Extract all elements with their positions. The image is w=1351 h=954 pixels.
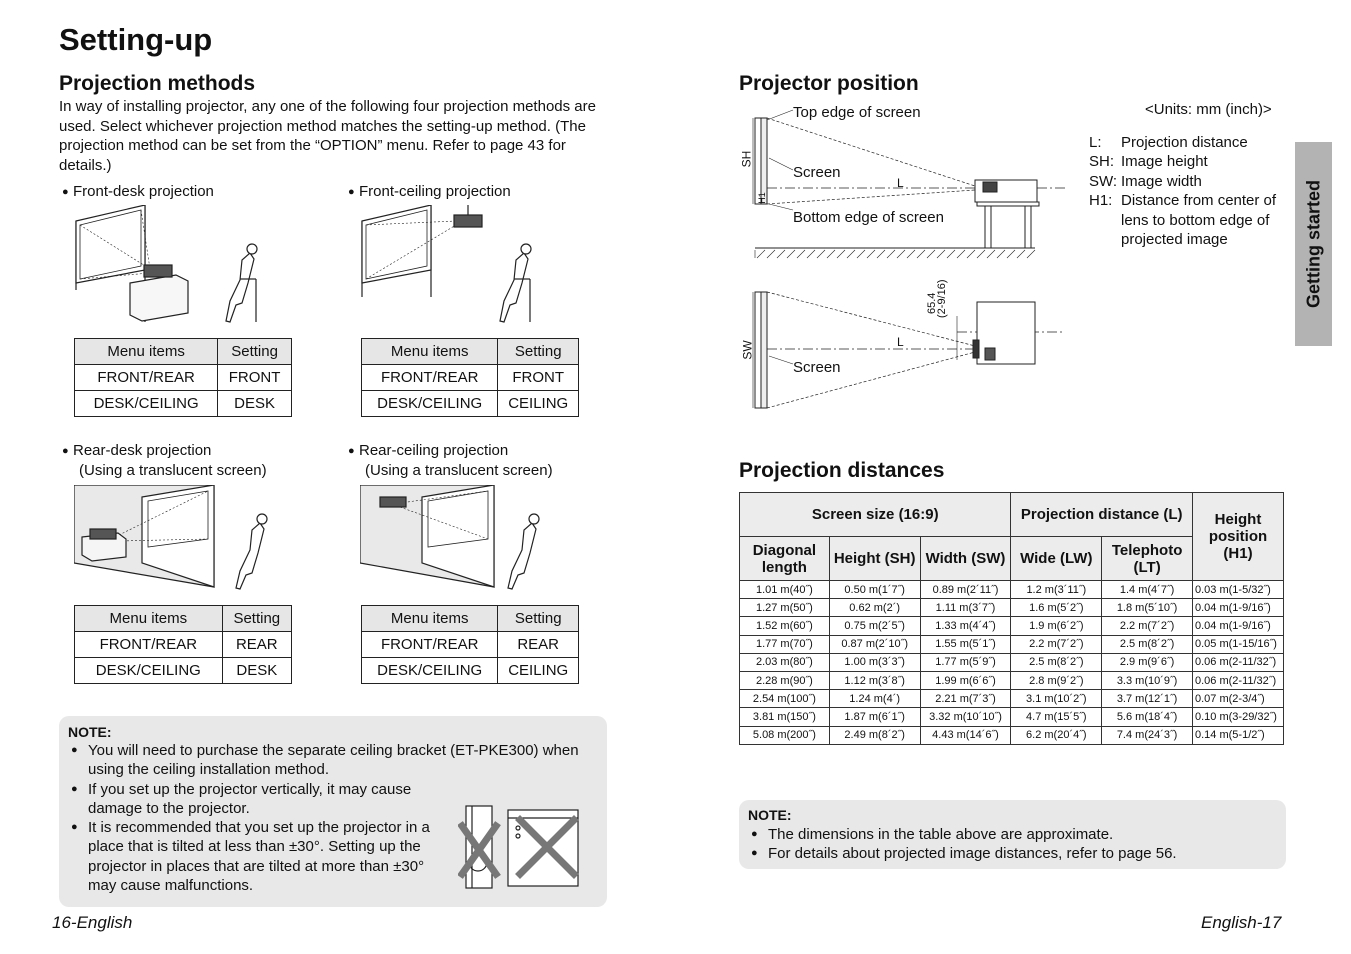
label-offset: 65.4 [926,292,938,314]
table-cell: FRONT/REAR [362,632,498,658]
section-tab-label: Getting started [1303,179,1323,309]
legend-key: L: [1089,134,1102,151]
header-height: Height (SH) [829,537,920,581]
table-cell: 3.32 m(10´10˝) [920,708,1011,726]
side-view-diagram [735,100,1075,265]
bullet-icon: ● [62,186,69,198]
bullet-icon: ● [348,445,355,457]
table-row [740,635,1284,653]
projector-position-heading: Projector position [739,72,919,95]
right-note-title: NOTE: [748,807,792,823]
table-cell: 3.7 m(12´1˝) [1102,690,1193,708]
table-row [740,599,1284,617]
table-cell: 1.87 m(6´1˝) [829,708,920,726]
table-cell: 1.55 m(5´1˝) [920,635,1011,653]
table-header-cell: Setting [498,606,579,632]
table-cell: 2.2 m(7´2˝) [1011,635,1102,653]
table-cell: 1.99 m(6´6˝) [920,671,1011,689]
table-row [740,581,1284,599]
method-label-front-ceiling: ● Front-ceiling projection [348,183,511,200]
table-cell: 1.2 m(3´11˝) [1011,581,1102,599]
table-row [75,606,292,632]
section-tab [1295,142,1332,346]
header-screen-size: Screen size (16:9) [740,493,1011,537]
table-cell: CEILING [498,658,579,684]
legend-key: H1: [1089,192,1113,210]
table-cell: FRONT/REAR [75,365,218,391]
table-row [740,671,1284,689]
table-cell: 1.9 m(6´2˝) [1011,617,1102,635]
table-cell: 3.81 m(150˝) [740,708,830,726]
table-cell: 0.89 m(2´11˝) [920,581,1011,599]
table-row [740,617,1284,635]
table-cell: 0.04 m(1-9/16˝) [1193,599,1284,617]
table-cell: 1.11 m(3´7˝) [920,599,1011,617]
legend-key: SH: [1089,153,1115,171]
table-cell: 1.01 m(40˝) [740,581,830,599]
table-cell: 0.06 m(2-11/32˝) [1193,653,1284,671]
left-note-title: NOTE: [68,724,112,740]
table-cell: 2.9 m(9´6˝) [1102,653,1193,671]
table-cell: 1.33 m(4´4˝) [920,617,1011,635]
table-cell: 0.50 m(1´7˝) [829,581,920,599]
table-row [75,365,292,391]
table-cell: 0.87 m(2´10˝) [829,635,920,653]
rear-ceiling-illustration [360,485,570,595]
top-view-diagram [735,268,1075,413]
table-cell: DESK/CEILING [75,391,218,417]
legend-value: Image height [1121,153,1208,171]
table-header-cell: Menu items [75,606,223,632]
table-cell: 4.43 m(14´6˝) [920,726,1011,744]
table-cell: 1.77 m(70˝) [740,635,830,653]
table-cell: 0.07 m(2-3/4˝) [1193,690,1284,708]
table-row [75,658,292,684]
table-cell: 2.28 m(90˝) [740,671,830,689]
table-cell: DESK [222,658,291,684]
legend-row [1089,152,1291,171]
header-projection-distance: Projection distance (L) [1011,493,1193,537]
header-height-position: Height position (H1) [1193,493,1284,581]
rear-desk-illustration [74,485,284,595]
legend-value: Projection distance [1121,134,1248,151]
front-desk-illustration [70,205,280,330]
projection-methods-heading: Projection methods [59,72,256,95]
legend-key: SW: [1089,172,1118,190]
table-header-cell: Menu items [362,606,498,632]
table-cell: 7.4 m(24´3˝) [1102,726,1193,744]
table-cell: DESK/CEILING [362,658,498,684]
table-row [362,606,579,632]
intro-paragraph: In way of installing projector, any one of the following four projection methods are used. Select whichever projection method matches the setting-up method. (The projection method can be set from the “OPTION” menu. Refer to page 43 for details.) [59,98,596,174]
table-cell: 2.5 m(8´2˝) [1102,635,1193,653]
table-cell: 5.08 m(200˝) [740,726,830,744]
menu-table-rear-ceiling [361,605,579,684]
footer-page-right: English-17 [1201,913,1282,932]
table-row [75,339,292,365]
table-header-cell: Menu items [75,339,218,365]
table-cell: 0.04 m(1-9/16˝) [1193,617,1284,635]
right-note-list [749,825,1269,864]
table-cell: 0.75 m(2´5˝) [829,617,920,635]
table-cell: 1.27 m(50˝) [740,599,830,617]
table-cell: FRONT/REAR [75,632,223,658]
table-cell: 1.77 m(5´9˝) [920,653,1011,671]
bullet-icon: ● [348,186,355,198]
list-item: ● It is recommended that you set up the projector in a place that is tilted at less than ±30°. Setting up the projector in places that are tilted at more than ±30° may cause malfunctions. [69,818,443,895]
table-cell: 0.06 m(2-11/32˝) [1193,671,1284,689]
table-cell: 2.21 m(7´3˝) [920,690,1011,708]
legend-value: Distance from center of lens to bottom edge of projected image [1121,192,1277,249]
table-cell: 1.12 m(3´8˝) [829,671,920,689]
label-top-edge: Top edge of screen [793,104,921,121]
table-cell: 1.4 m(4´7˝) [1102,581,1193,599]
table-cell: 3.1 m(10´2˝) [1011,690,1102,708]
table-row [362,658,579,684]
table-cell: DESK [218,391,292,417]
table-cell: FRONT/REAR [362,365,498,391]
header-diagonal: Diagonal length [740,537,830,581]
table-row [740,493,1284,537]
menu-table-front-ceiling [361,338,579,417]
table-header-cell: Setting [498,339,579,365]
table-cell: CEILING [498,391,579,417]
table-header-cell: Menu items [362,339,498,365]
table-cell: 1.24 m(4´) [829,690,920,708]
table-cell: 3.3 m(10´9˝) [1102,671,1193,689]
table-header-cell: Setting [222,606,291,632]
table-cell: REAR [222,632,291,658]
label-sh: SH [739,150,754,168]
bullet-icon: ● [62,445,69,457]
table-row [362,339,579,365]
table-cell: 0.14 m(5-1/2˝) [1193,726,1284,744]
table-row [75,391,292,417]
table-cell: 1.00 m(3´3˝) [829,653,920,671]
label-screen-top: Screen [793,359,841,376]
table-cell: 0.62 m(2´) [829,599,920,617]
table-cell: DESK/CEILING [362,391,498,417]
label-l-side: L [897,176,904,190]
table-cell: 2.49 m(8´2˝) [829,726,920,744]
table-cell: 2.54 m(100˝) [740,690,830,708]
table-cell: REAR [498,632,579,658]
label-offset-inch: (2-9/16) [936,279,948,318]
table-row [740,653,1284,671]
list-item: ● For details about projected image distances, refer to page 56. [749,844,1269,863]
table-cell: 0.05 m(1-15/16˝) [1193,635,1284,653]
method-label-rear-desk: ● Rear-desk projection (Using a translucent screen) [62,442,267,479]
table-cell: FRONT [498,365,579,391]
table-cell: FRONT [218,365,292,391]
label-screen-side: Screen [793,164,841,181]
list-item: ● If you set up the projector vertically, it may cause damage to the projector. [69,780,443,819]
table-header-cell: Setting [218,339,292,365]
table-cell: 1.52 m(60˝) [740,617,830,635]
table-cell: DESK/CEILING [75,658,223,684]
legend-row [1089,172,1291,191]
page-title: Setting-up [59,22,213,57]
table-cell: 5.6 m(18´4˝) [1102,708,1193,726]
table-row [362,365,579,391]
header-width: Width (SW) [920,537,1011,581]
header-telephoto: Telephoto (LT) [1102,537,1193,581]
units-note: <Units: mm (inch)> [1145,101,1272,118]
table-row [75,632,292,658]
table-cell: 2.8 m(9´2˝) [1011,671,1102,689]
table-cell: 4.7 m(15´5˝) [1011,708,1102,726]
list-item: ● You will need to purchase the separate ceiling bracket (ET-PKE300) when using the ceiling installation method. [69,741,579,780]
method-label-front-desk: ● Front-desk projection [62,183,214,200]
table-row [362,632,579,658]
method-label-rear-ceiling: ● Rear-ceiling projection (Using a translucent screen) [348,442,553,479]
legend-value: Image width [1121,172,1202,190]
diagram-legend [1089,133,1291,249]
header-wide: Wide (LW) [1011,537,1102,581]
footer-page-left: 16-English [52,913,133,932]
table-cell: 6.2 m(20´4˝) [1011,726,1102,744]
legend-row [1089,133,1291,152]
legend-row [1089,191,1291,249]
table-cell: 1.6 m(5´2˝) [1011,599,1102,617]
table-cell: 0.03 m(1-5/32˝) [1193,581,1284,599]
label-sw: SW [740,340,755,360]
tilt-warning-illustration [458,804,584,890]
menu-table-front-desk [74,338,292,417]
menu-table-rear-desk [74,605,292,684]
table-row [362,391,579,417]
table-cell: 1.8 m(5´10˝) [1102,599,1193,617]
table-cell: 2.5 m(8´2˝) [1011,653,1102,671]
projection-distances-heading: Projection distances [739,459,945,482]
table-cell: 2.2 m(7´2˝) [1102,617,1193,635]
label-l-top: L [897,335,904,349]
front-ceiling-illustration [356,205,566,330]
projection-distance-table [739,492,1284,745]
table-row [740,690,1284,708]
table-row [740,708,1284,726]
table-cell: 0.10 m(3-29/32˝) [1193,708,1284,726]
table-cell: 2.03 m(80˝) [740,653,830,671]
table-row [740,726,1284,744]
list-item: ● The dimensions in the table above are approximate. [749,825,1269,844]
label-bottom-edge: Bottom edge of screen [793,209,944,226]
label-h1: H1 [756,192,767,204]
